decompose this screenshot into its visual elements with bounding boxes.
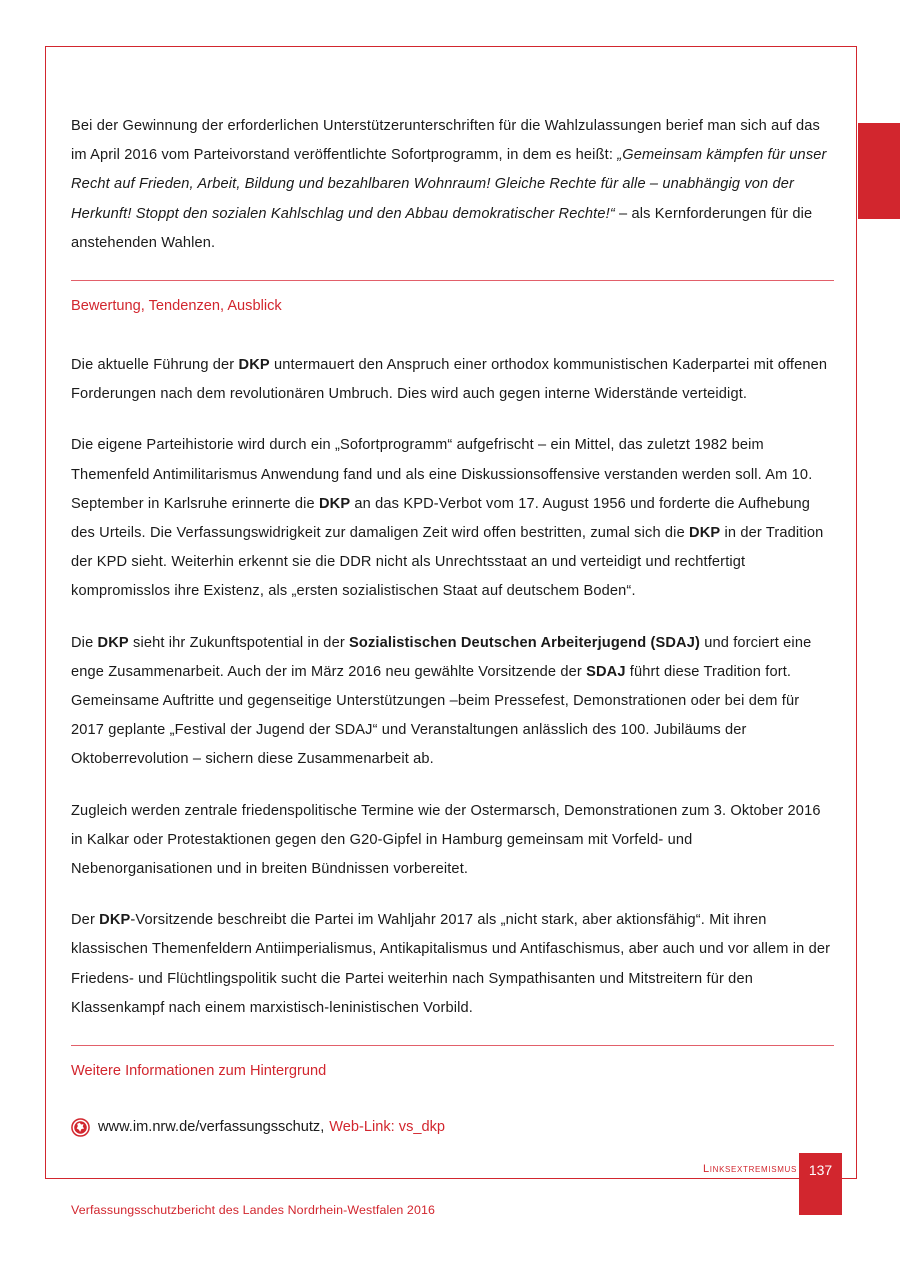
footer-report-title: Verfassungsschutzbericht des Landes Nordrhein-Westfalen 2016 (71, 1203, 435, 1217)
text-run: an das KPD-Verbot vom 17. August 1956 und forderte die Aufhebung des Urteils. Die Verfassungswidrigkeit zur damaligen Zeit wird offen bestritten, zumal sich die (71, 495, 810, 542)
paragraph-fuehrung (71, 351, 834, 409)
org-dkp: DKP (99, 912, 131, 929)
section-divider-2 (71, 1045, 834, 1046)
intro-lead: Bei der Gewinnung der erforderlichen Unterstützerunterschriften für die Wahlzulassungen berief man sich auf das im April 2016 vom Parteivorstand veröffentlichte Sofortprogramm, in dem es heißt: (71, 118, 820, 164)
text-run: Die aktuelle Führung der (71, 357, 239, 374)
intro-tail: – als Kernforderungen für die anstehenden Wahlen. (71, 205, 813, 251)
text-run: sieht ihr Zukunftspotential in der (128, 634, 350, 651)
org-sdaj: SDAJ (586, 663, 626, 680)
paragraph-sdaj (71, 629, 834, 775)
globe-icon (71, 1118, 90, 1137)
footer-section-label: Linksextremismus (702, 1163, 797, 1175)
page-content (71, 112, 834, 1138)
org-dkp: DKP (318, 495, 351, 512)
page-number-badge: 137 (799, 1153, 842, 1215)
section-edge-tab (858, 123, 900, 219)
paragraph-parteihistorie (71, 431, 834, 606)
text-run: Die eigene Parteihistorie wird durch ein „Sofortprogramm“ aufgefrischt – ein Mittel, das zuletzt 1982 beim Themenfeld Antimilitarismus Anwendung fand und als eine Diskussionsoffensive verstanden werden soll. Am 10. September in Karlsruhe erinnerte die (71, 437, 813, 512)
web-link-tag[interactable]: Web-Link: vs_dkp (329, 1119, 446, 1136)
paragraph-intro (71, 112, 834, 258)
org-dkp: DKP (689, 525, 721, 542)
org-dkp: DKP (238, 357, 270, 374)
text-run: und forciert eine enge Zusammenarbeit. Auch der im März 2016 neu gewählte Vorsitzende der (71, 634, 812, 680)
text-run: Die (71, 634, 98, 651)
text-run: untermauert den Anspruch einer orthodox kommunistischen Kaderpartei mit offenen Forderungen nach dem revolutionären Umbruch. Dies wird auch gegen interne Widerstände verteidigt. (71, 357, 828, 403)
text-run: Der (71, 912, 100, 929)
paragraph-termine: Zugleich werden zentrale friedenspolitische Termine wie der Ostermarsch, Demonstrationen zum 3. Oktober 2016 in Kalkar oder Protestaktionen gegen den G20-Gipfel in Hamburg gemeinsam mit Vorfeld- und Nebenorganisationen und in breiten Bündnissen vorbereitet. (71, 802, 821, 878)
section-block-weitere-informationen (71, 1045, 834, 1082)
org-dkp: DKP (97, 634, 129, 651)
section-divider-1 (71, 280, 834, 281)
text-run: in der Tradition der KPD sieht. Weiterhin erkennt sie die DDR nicht als Unrechtsstaat an und verteidigt und rechtfertigt kompromisslos ihre Existenz, als „ersten sozialistischen Staat auf deutschem Boden“. (71, 525, 824, 600)
section-heading-bewertung: Bewertung, Tendenzen, Ausblick (71, 298, 282, 315)
web-link-row[interactable] (71, 1116, 834, 1138)
paragraph-vorsitzender (71, 906, 834, 1023)
org-sdaj-full: Sozialistischen Deutschen Arbeiterjugend (SDAJ) (349, 634, 701, 651)
section-block-bewertung (71, 280, 834, 317)
intro-quote: „Gemeinsam kämpfen für unser Recht auf Frieden, Arbeit, Bildung und bezahlbaren Wohnraum! Gleiche Rechte für alle – unabhängig von der Herkunft! Stoppt den sozialen Kahlschlag und den Abbau demokratischer Rechte!“ (71, 147, 827, 222)
section-heading-weitere-informationen: Weitere Informationen zum Hintergrund (71, 1063, 327, 1080)
text-run: führt diese Tradition fort. Gemeinsame Auftritte und gegenseitige Unterstützungen –beim Pressefest, Demonstrationen oder bei dem für 2017 geplante „Festival der Jugend der SDAJ“ und Veranstaltungen anlässlich des 100. Jubiläums der Oktoberrevolution – sichern diese Zusammenarbeit ab. (71, 663, 800, 768)
web-link-url[interactable]: www.im.nrw.de/verfassungsschutz, (98, 1119, 325, 1136)
text-run: -Vorsitzende beschreibt die Partei im Wahljahr 2017 als „nicht stark, aber aktionsfähig“. Mit ihren klassischen Themenfeldern Antiimperialismus, Antikapitalismus und Antifaschismus, aber auch und vor allem in der Friedens- und Flüchtlingspolitik sucht die Partei weiterhin nach Sympathisanten und Mitstreitern für den Klassenkampf nach einem marxistisch-leninistischen Vorbild. (71, 912, 831, 1016)
